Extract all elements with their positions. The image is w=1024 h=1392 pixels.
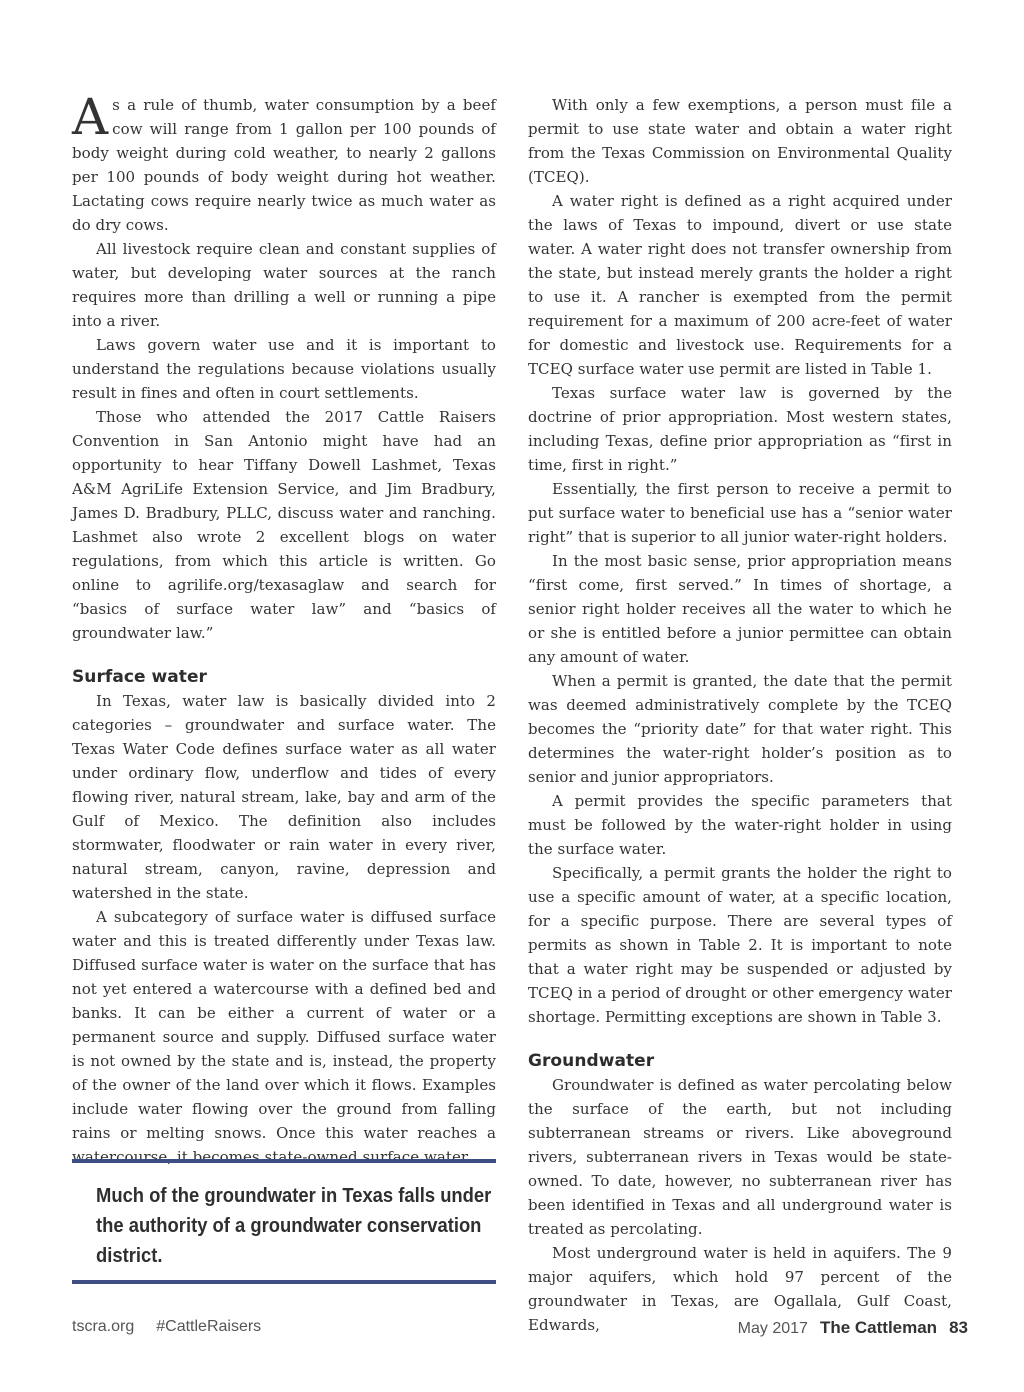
body-paragraph: A water right is defined as a right acquired under the laws of Texas to impound, divert or use state water. A water right does not transfer ownership from the state, but instead merely grants the holder a right to use it. A rancher is exempted from the permit requirement for a maximum of 200 acre-feet of water for domestic and livestock use. Requirements for a TCEQ surface water use permit are listed in Table 1. [528,192,952,378]
body-paragraph: Laws govern water use and it is important to understand the regulations because violations usually result in fines and often in court settlements. [72,336,496,402]
drop-cap: A [72,88,109,146]
page-footer [72,1318,968,1342]
footer-magazine-title: The Cattleman [819,1318,938,1337]
body-paragraph: With only a few exemptions, a person must file a permit to use state water and obtain a water right from the Texas Commission on Environmental Quality (TCEQ). [528,96,952,186]
body-paragraph: A permit provides the specific parameters that must be followed by the water-right holder in using the surface water. [528,792,952,858]
body-paragraph: Most underground water is held in aquifers. The 9 major aquifers, which hold 97 percent of the groundwater in Texas, are Ogallala, Gulf Coast, Edwards, [528,1244,952,1334]
footer-right [738,1318,968,1338]
page-number: 83 [949,1318,968,1337]
section-heading-surface-water: Surface water [72,667,207,687]
body-paragraph: All livestock require clean and constant supplies of water, but developing water sources at the ranch requires more than drilling a well or running a pipe into a river. [72,240,496,330]
body-paragraph: In Texas, water law is basically divided into 2 categories – groundwater and surface water. The Texas Water Code defines surface water as all water under ordinary flow, underflow and tides of every flowing river, natural stream, lake, bay and arm of the Gulf of Mexico. The definition also includes stormwater, floodwater or rain water in every river, natural stream, canyon, ravine, depression and watershed in the state. [72,692,496,902]
body-paragraph: Specifically, a permit grants the holder the right to use a specific amount of water, at a specific location, for a specific purpose. There are several types of permits as shown in Table 2. It is important to note that a water right may be suspended or adjusted by TCEQ in a period of drought or other emergency water shortage. Permitting exceptions are shown in Table 3. [528,864,952,1026]
section-heading-groundwater: Groundwater [528,1051,655,1071]
footer-hashtag[interactable]: #CattleRaisers [156,1318,262,1335]
footer-date: May 2017 [737,1320,808,1337]
footer-left [72,1318,261,1336]
body-paragraph: When a permit is granted, the date that the permit was deemed administratively complete by the TCEQ becomes the “priority date” for that water right. This determines the water-right holder’s position as to senior and junior appropriators. [528,672,952,786]
left-column [72,88,496,1169]
body-paragraph: Those who attended the 2017 Cattle Raisers Convention in San Antonio might have had an opportunity to hear Tiffany Dowell Lashmet, Texas A&M AgriLife Extension Service, and Jim Bradbury, James D. Bradbury, PLLC, discuss water and ranching. Lashmet also wrote 2 excellent blogs on water regulations, from which this article is written. Go online to agrilife.org/texasaglaw and search for “basics of surface water law” and “basics of groundwater law.” [72,408,496,642]
body-paragraph: Texas surface water law is governed by the doctrine of prior appropriation. Most western states, including Texas, define prior appropriation as “first in time, first in right.” [528,384,952,474]
pull-quote [72,1159,496,1284]
body-paragraph: In the most basic sense, prior appropriation means “first come, first served.” In times of shortage, a senior right holder receives all the water to which he or she is entitled before a junior permittee can obtain any amount of water. [528,552,952,666]
intro-paragraph [72,88,496,237]
footer-site-link[interactable]: tscra.org [72,1318,135,1335]
body-paragraph: Essentially, the first person to receive a permit to put surface water to beneficial use has a “senior water right” that is superior to all junior water-right holders. [528,480,952,546]
right-column [528,93,952,1337]
body-paragraph: Groundwater is defined as water percolating below the surface of the earth, but not including subterranean streams or rivers. Like aboveground rivers, subterranean rivers in Texas would be state-owned. To date, however, no subterranean river has been identified in Texas and all underground water is treated as percolating. [528,1076,952,1238]
pull-quote-text: Much of the groundwater in Texas falls under the authority of a groundwater conservation district. [96,1185,492,1267]
body-paragraph: A subcategory of surface water is diffused surface water and this is treated differently under Texas law. Diffused surface water is water on the surface that has not yet entered a watercourse with a defined bed and banks. It can be either a current of water or a permanent source and supply. Diffused surface water is not owned by the state and is, instead, the property of the owner of the land over which it flows. Examples include water flowing over the ground from falling rains or melting snows. Once this water reaches a watercourse, it becomes state-owned surface water. [72,908,496,1166]
intro-paragraph-text: s a rule of thumb, water consumption by a beef cow will range from 1 gallon per 100 pounds of body weight during cold weather, to nearly 2 gallons per 100 pounds of body weight during hot weather. Lactating cows require nearly twice as much water as do dry cows. [72,96,496,234]
